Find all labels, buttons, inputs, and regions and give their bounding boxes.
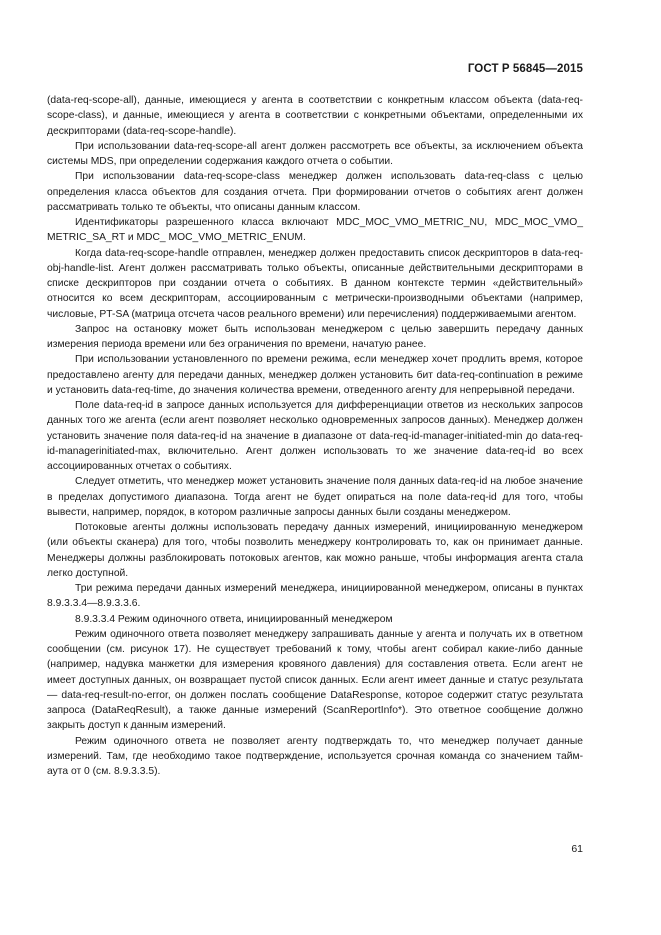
standard-header: ГОСТ Р 56845—2015 <box>467 63 583 75</box>
paragraph: Следует отметить, что менеджер может установить значение поля данных data-req-id на любое значение в пределах допустимого диапазона. Тогда агент не будет опираться на поле data-req-id для того, чтобы вывести, например, порядок, в котором различные запросы данных были созданы менеджером. <box>47 476 583 518</box>
paragraph: Режим одиночного ответа не позволяет агенту подтверждать то, что менеджер получает данные измерений. Там, где необходимо такое подтверждение, используется срочная команда со значением тайм-аута от 0 (см. 8.9.3.3.5). <box>47 735 583 777</box>
page-number: 61 <box>571 843 583 855</box>
section-heading: 8.9.3.3.4 Режим одиночного ответа, инициированный менеджером <box>75 613 393 625</box>
paragraph: При использовании data-req-scope-all агент должен рассмотреть все объекты, за исключением объекта системы MDS, при определении содержания каждого отчета о событии. <box>47 140 583 167</box>
paragraph: Режим одиночного ответа позволяет менеджеру запрашивать данные у агента и получать их в ответном сообщении (см. рисунок 17). Не существует требований к тому, чтобы агент собирал какие-либо данные (например, надувка манжетки для измерения кровяного давления) для составления ответа. Если агент не имеет доступных данных, он возвращает пустой список данных. Если агент имеет данные и статус результата — data-req-result-no-error, он должен послать сообщение DataResponse, которое содержит статус результата запроса (DataReqResult), а также данные измерений (ScanReportInfo*). Это ответное сообщение должно закрыть доступ к данным измерений. <box>47 628 583 732</box>
paragraph: Когда data-req-scope-handle отправлен, менеджер должен предоставить список дескрипторов в data-req-obj-handle-list. Агент должен рассматривать только объекты, описанные действительными дескрипторами в списке дескрипторов при создании отчета о событиях. В данном контексте термин «действительный» относится ко всем дескрипторам, ассоциированным с метрически-производными объектами (например, числовые, PT-SA (матрица отсчета часов реального времени) или перечисления) поддерживаемыми агентом. <box>47 247 583 320</box>
paragraph: Идентификаторы разрешенного класса включают MDC_MOC_VMO_METRIC_NU, MDC_MOC_VMO_ METRIC_SA_RT и MDC_ MOC_VMO_METRIC_ENUM. <box>47 217 583 244</box>
paragraph: Потоковые агенты должны использовать передачу данных измерений, инициированную менеджером (или объекты сканера) для того, чтобы позволить менеджеру контролировать то, как он принимает данные. Менеджеры должны разблокировать потоковых агентов, как можно раньше, чтобы информация агента стала легко доступной. <box>47 522 583 579</box>
paragraph: (data-req-scope-all), данные, имеющиеся у агента в соответствии с конкретным классом объекта (data-req-scope-class), и данные, имеющиеся у агента в соответствии с конкретными объектами, определенными их дескрипторами (data-req-scope-handle). <box>47 95 583 137</box>
paragraph: При использовании data-req-scope-class менеджер должен использовать data-req-class с целью определения класса объектов для создания отчета. При формировании отчетов о событиях агент должен рассматривать только те объекты, что описаны данным классом. <box>47 171 583 213</box>
paragraph: Три режима передачи данных измерений менеджера, инициированной менеджером, описаны в пунктах 8.9.3.3.4—8.9.3.3.6. <box>47 583 583 610</box>
paragraph: Запрос на остановку может быть использован менеджером с целью завершить передачу данных измерения периода времени или без ограничения по времени, начатую ранее. <box>47 323 583 350</box>
paragraph: При использовании установленного по времени режима, если менеджер хочет продлить время, которое предоставлено агенту для передачи данных, менеджер должен установить бит data-req-continuation в режиме и установить data-req-time, до значения количества времени, отведенного агенту для непрерывной передачи. <box>47 354 583 396</box>
body-text <box>47 93 583 779</box>
paragraph: Поле data-req-id в запросе данных используется для дифференциации ответов из нескольких запросов данных того же агента (если агент позволяет несколько одновременных запросов данных). Менеджер должен установить значение поля data-req-id на значение в диапазоне от data-req-id-manager-initiated-min до data-req-id-managerinitiated-max, включительно. Агент должен использовать то же значение data-req-id во всех ассоциированных отчетах о событиях. <box>47 400 583 472</box>
